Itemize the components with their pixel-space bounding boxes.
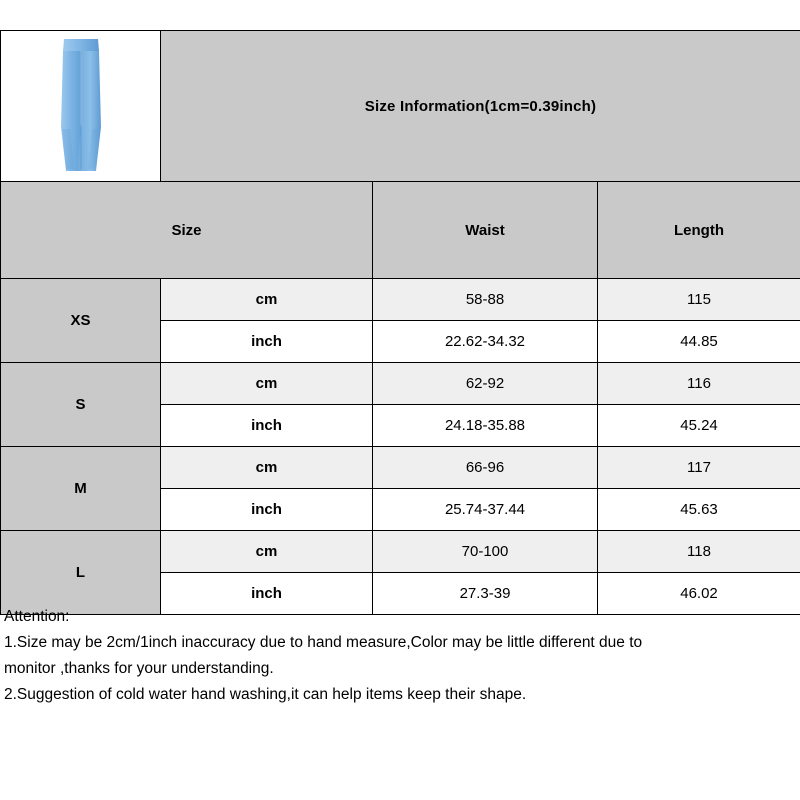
table-row <box>1 363 800 405</box>
table-row-header <box>1 182 800 279</box>
size-label: XS <box>1 279 161 363</box>
value-length-inch: 46.02 <box>598 573 800 615</box>
value-waist-inch: 25.74-37.44 <box>373 489 598 531</box>
attention-line-1a: 1.Size may be 2cm/1inch inaccuracy due to hand measure,Color may be little different due to <box>4 634 643 651</box>
size-chart-table <box>0 30 800 615</box>
table-row-title <box>1 31 800 182</box>
value-waist-inch: 24.18-35.88 <box>373 405 598 447</box>
value-waist-inch: 27.3-39 <box>373 573 598 615</box>
unit-inch: inch <box>161 489 373 531</box>
value-length-inch: 45.24 <box>598 405 800 447</box>
header-length: Length <box>598 182 800 279</box>
attention-line-1b: monitor ,thanks for your understanding. <box>4 660 274 677</box>
value-length-cm: 118 <box>598 531 800 573</box>
value-length-cm: 117 <box>598 447 800 489</box>
unit-inch: inch <box>161 405 373 447</box>
value-waist-inch: 22.62-34.32 <box>373 321 598 363</box>
size-label: L <box>1 531 161 615</box>
value-length-inch: 44.85 <box>598 321 800 363</box>
size-label: M <box>1 447 161 531</box>
header-waist: Waist <box>373 182 598 279</box>
chart-title: Size Information(1cm=0.39inch) <box>161 31 800 182</box>
value-waist-cm: 70-100 <box>373 531 598 573</box>
table-row <box>1 279 800 321</box>
unit-cm: cm <box>161 363 373 405</box>
unit-cm: cm <box>161 447 373 489</box>
value-waist-cm: 62-92 <box>373 363 598 405</box>
attention-notes <box>4 604 794 708</box>
attention-heading: Attention: <box>4 608 70 625</box>
value-length-inch: 45.63 <box>598 489 800 531</box>
attention-line-2: 2.Suggestion of cold water hand washing,it can help items keep their shape. <box>4 686 527 703</box>
header-size: Size <box>1 182 373 279</box>
unit-cm: cm <box>161 531 373 573</box>
value-waist-cm: 66-96 <box>373 447 598 489</box>
product-illustration-cell <box>1 31 161 182</box>
unit-cm: cm <box>161 279 373 321</box>
size-label: S <box>1 363 161 447</box>
unit-inch: inch <box>161 321 373 363</box>
value-length-cm: 116 <box>598 363 800 405</box>
table-row <box>1 447 800 489</box>
value-length-cm: 115 <box>598 279 800 321</box>
table-row <box>1 531 800 573</box>
blue-flare-pants-icon <box>1 31 160 181</box>
unit-inch: inch <box>161 573 373 615</box>
value-waist-cm: 58-88 <box>373 279 598 321</box>
